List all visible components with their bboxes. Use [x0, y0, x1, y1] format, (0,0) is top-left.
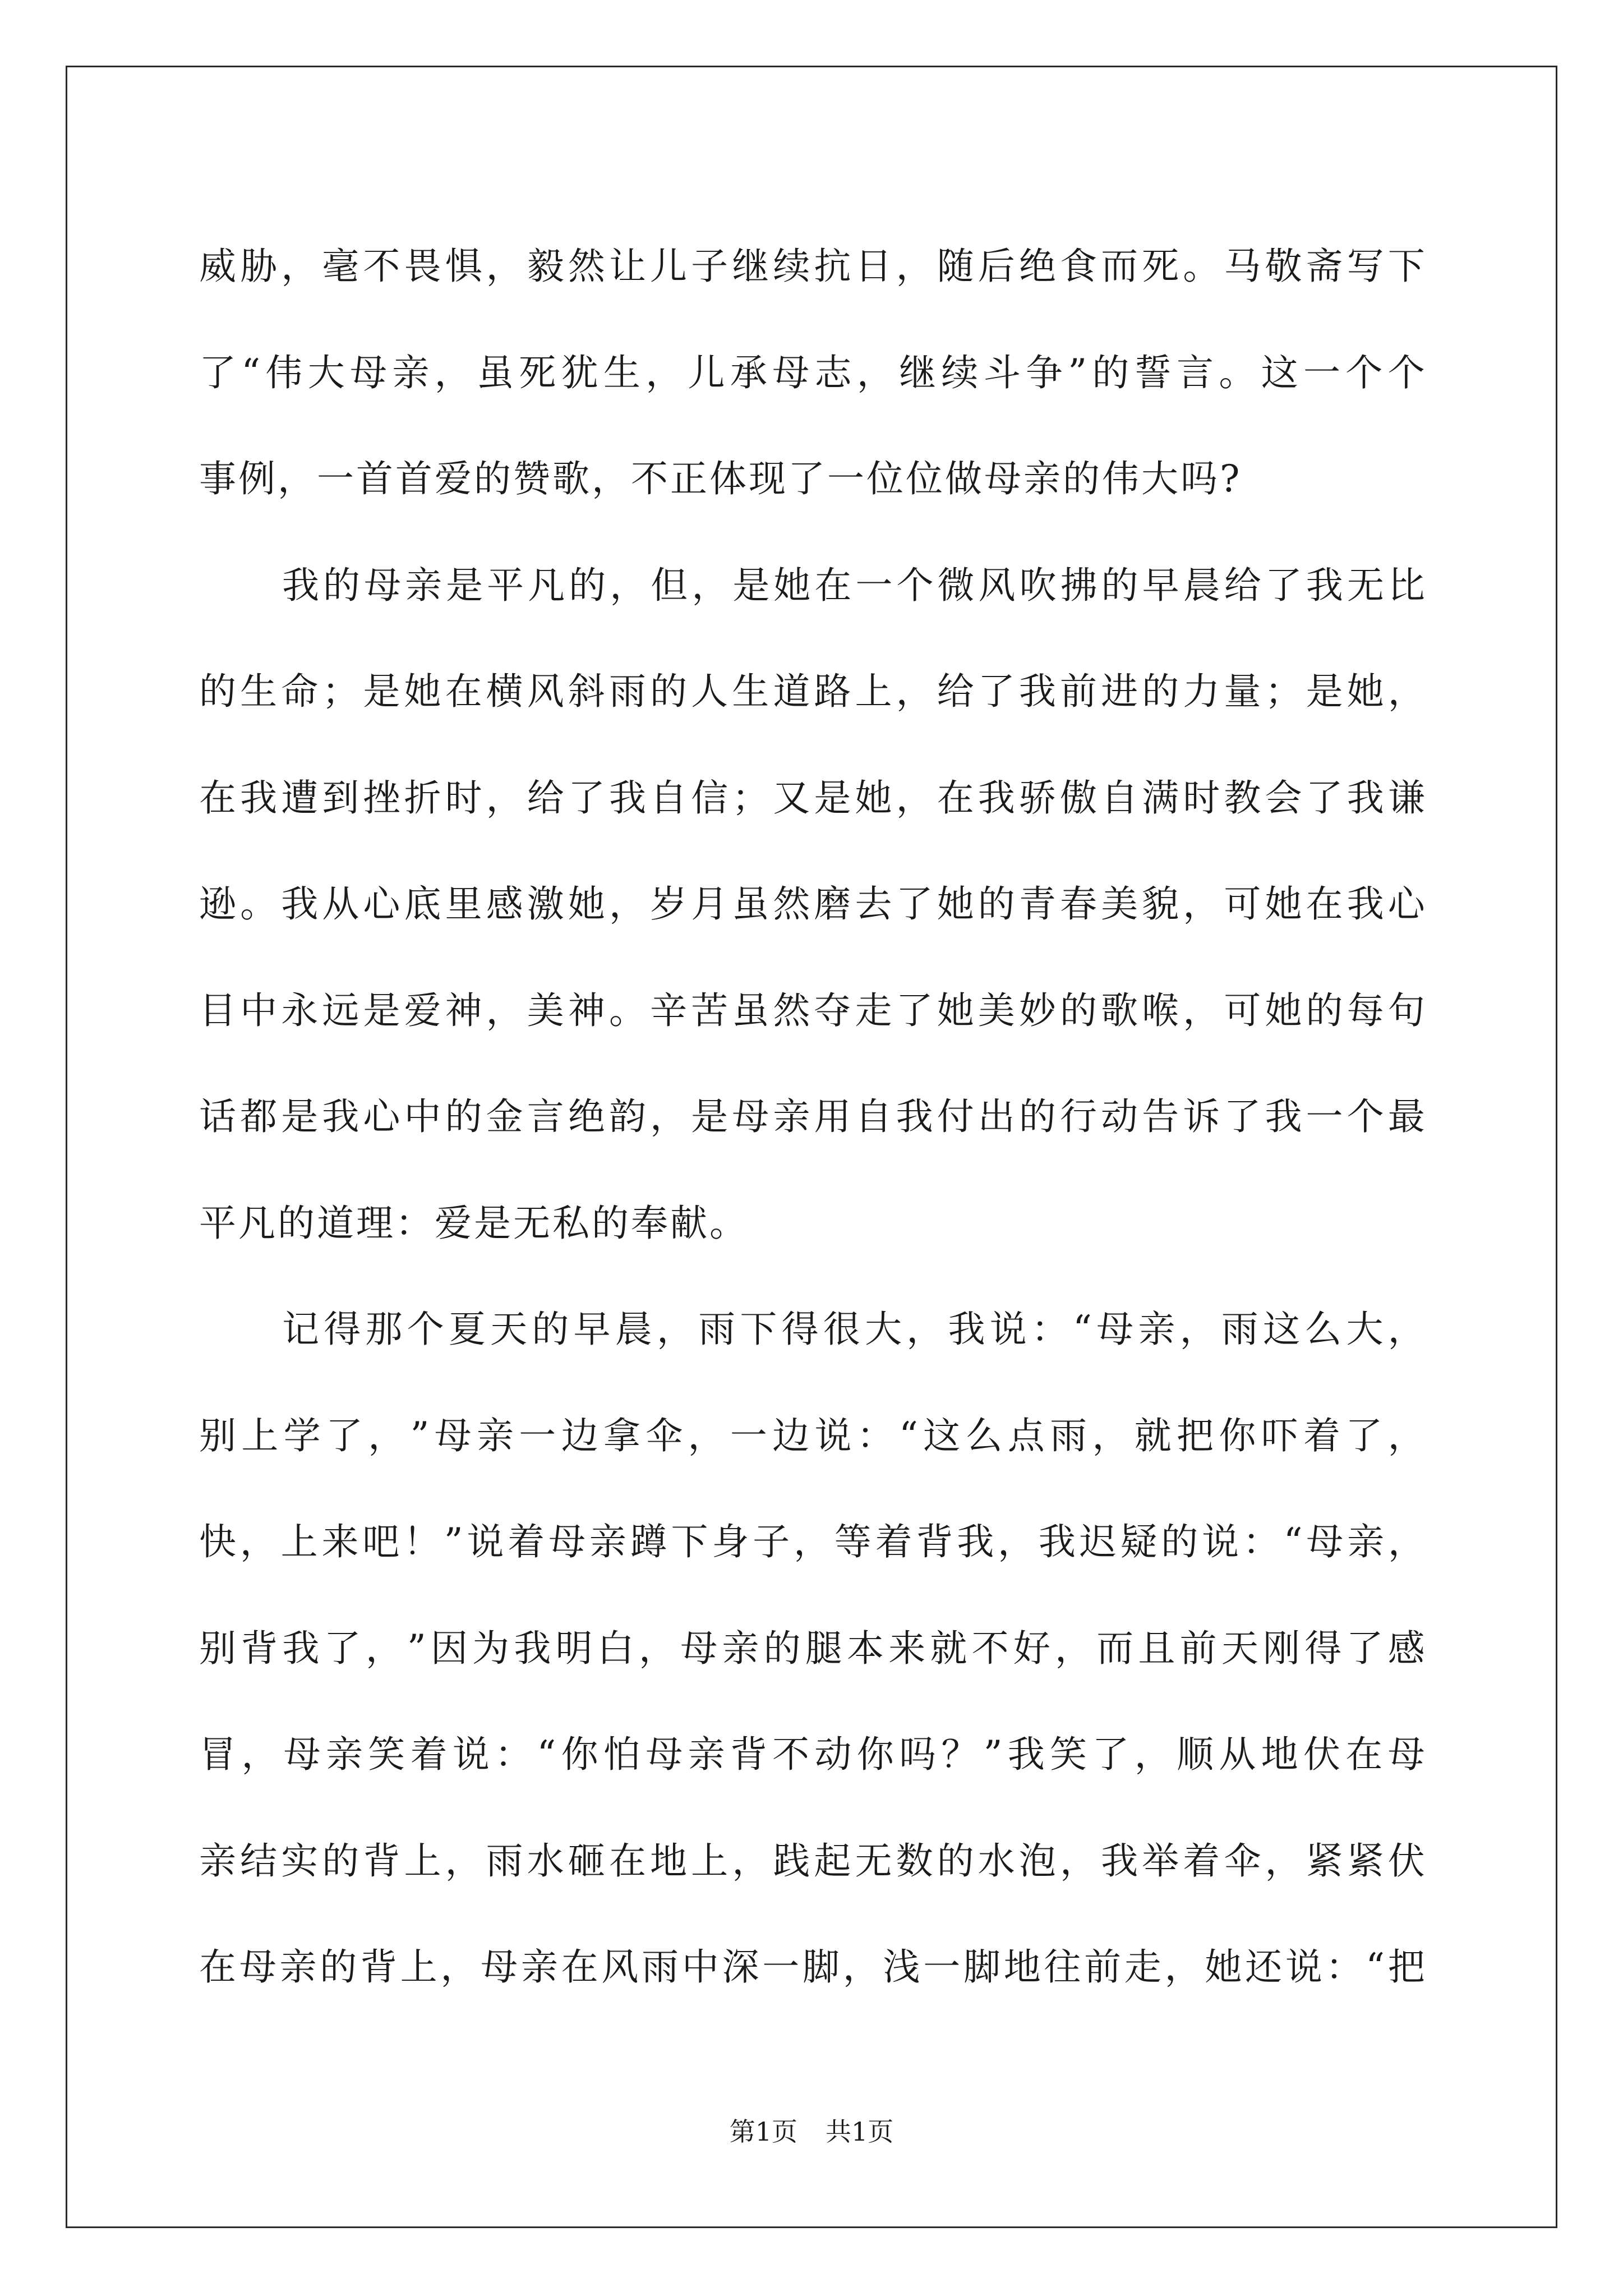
page-number: 第1页 [729, 2116, 797, 2147]
text-line: 别 上 学 了 ， ” 母 亲 一 边 拿 伞 ， 一 边 说 ： “ 这 么 点 雨 ， 就 把 你 吓 着 了 ， [199, 1414, 1427, 1457]
text-line: 逊 。 我 从 心 底 里 感 激 她 ， 岁 月 虽 然 磨 去 了 她 的 青 春 美 貌 ， 可 她 在 我 心 [199, 882, 1427, 926]
text-line: 我 的 母 亲 是 平 凡 的 ， 但 ， 是 她 在 一 个 微 风 吹 拂 的 早 晨 给 了 我 无 比 [282, 563, 1427, 607]
text-line: 目 中 永 远 是 爱 神 ， 美 神 。 辛 苦 虽 然 夺 走 了 她 美 妙 的 歌 喉 ， 可 她 的 每 句 [199, 988, 1427, 1032]
page-footer [0, 2115, 1623, 2148]
text-line: 事例，一首首爱的赞歌，不正体现了一位位做母亲的伟大吗? [199, 457, 1242, 500]
page-total: 共1页 [826, 2116, 894, 2147]
document-body [199, 213, 1427, 2021]
text-line: 威 胁 ， 毫 不 畏 惧 ， 毅 然 让 儿 子 继 续 抗 日 ， 随 后 绝 食 而 死 。 马 敬 斋 写 下 [199, 245, 1427, 288]
text-line: 了 “ 伟 大 母 亲 ， 虽 死 犹 生 ， 儿 承 母 志 ， 继 续 斗 争 ” 的 誓 言 。 这 一 个 个 [199, 351, 1427, 394]
text-line: 平凡的道理：爱是无私的奉献。 [199, 1201, 749, 1245]
text-line: 话 都 是 我 心 中 的 金 言 绝 韵 ， 是 母 亲 用 自 我 付 出 的 行 动 告 诉 了 我 一 个 最 [199, 1095, 1427, 1138]
text-line: 快 ， 上 来 吧 ！ ” 说 着 母 亲 蹲 下 身 子 ， 等 着 背 我 ， 我 迟 疑 的 说 ： “ 母 亲 ， [199, 1520, 1427, 1563]
text-line: 记 得 那 个 夏 天 的 早 晨 ， 雨 下 得 很 大 ， 我 说 ： “ 母 亲 ， 雨 这 么 大 ， [282, 1308, 1427, 1351]
text-line: 亲 结 实 的 背 上 ， 雨 水 砸 在 地 上 ， 践 起 无 数 的 水 泡 ， 我 举 着 伞 ， 紧 紧 伏 [199, 1839, 1427, 1883]
text-line: 冒 ， 母 亲 笑 着 说 ： “ 你 怕 母 亲 背 不 动 你 吗 ？ ” 我 笑 了 ， 顺 从 地 伏 在 母 [199, 1733, 1427, 1776]
text-line: 在 我 遭 到 挫 折 时 ， 给 了 我 自 信 ； 又 是 她 ， 在 我 骄 傲 自 满 时 教 会 了 我 谦 [199, 776, 1427, 820]
text-line: 在 母 亲 的 背 上 ， 母 亲 在 风 雨 中 深 一 脚 ， 浅 一 脚 地 往 前 走 ， 她 还 说 ： “ 把 [199, 1945, 1427, 1989]
text-line: 别 背 我 了 ， ” 因 为 我 明 白 ， 母 亲 的 腿 本 来 就 不 好 ， 而 且 前 天 刚 得 了 感 [199, 1626, 1427, 1670]
text-line: 的 生 命 ； 是 她 在 横 风 斜 雨 的 人 生 道 路 上 ， 给 了 我 前 进 的 力 量 ； 是 她 ， [199, 670, 1427, 713]
